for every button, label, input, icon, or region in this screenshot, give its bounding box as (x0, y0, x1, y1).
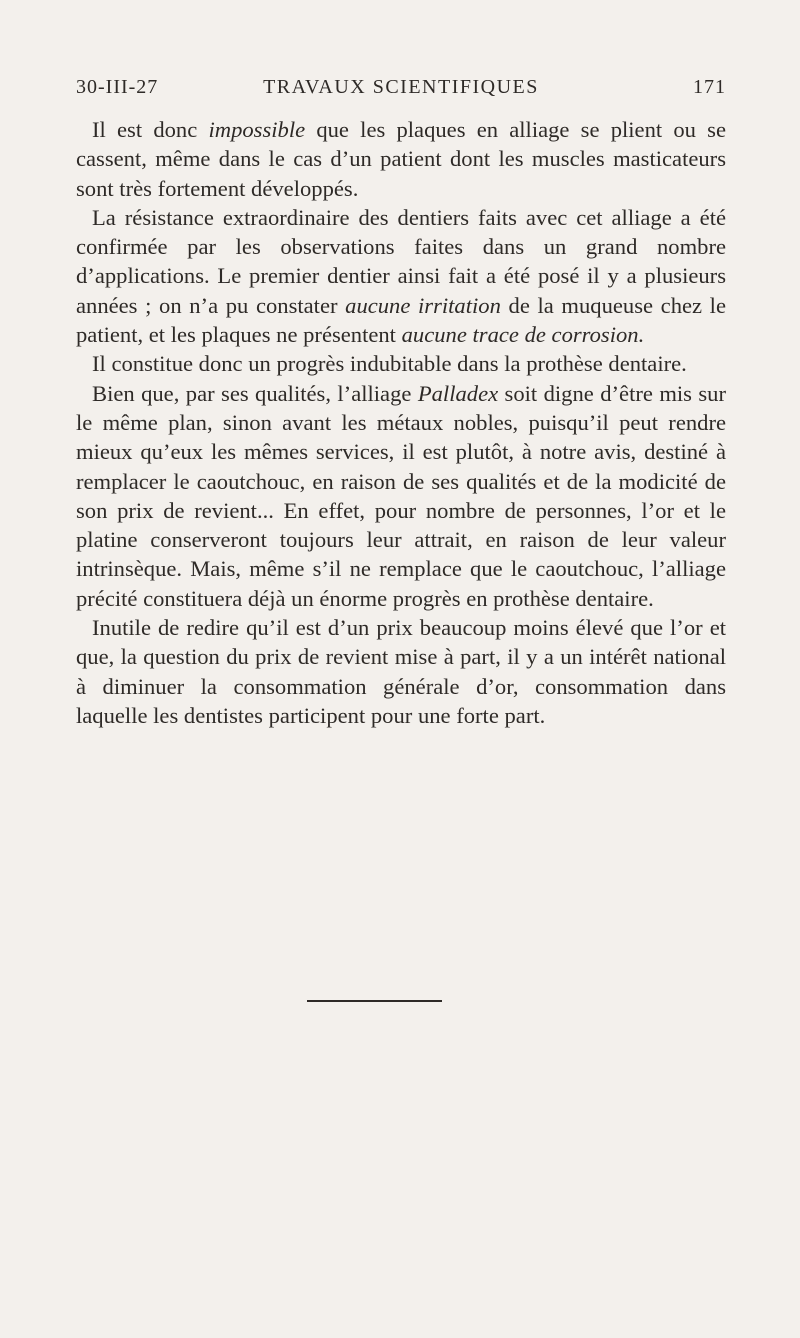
p2-emphasis-2: aucune trace de corrosion. (401, 322, 645, 348)
running-header (76, 76, 726, 106)
paragraph-3 (76, 349, 726, 378)
paragraph-2 (76, 203, 726, 349)
body-text (76, 115, 726, 730)
p4-text-a: Bien que, par ses qualités, l’alliage (92, 380, 418, 406)
paragraph-5 (76, 613, 726, 730)
p2-text-c: de la muqueuse chez le patient, et les plaques ne présentent (76, 292, 726, 348)
p4-emphasis: Palladex (417, 380, 499, 406)
p4-text-c: soit digne d’être mis sur le même plan, sinon avant les métaux nobles, puisqu’il peut rendre mieux qu’eux les mêmes services, il est plutôt, à notre avis, destiné à remplacer le caoutchouc, en raison de ses qualités et de la modicité de son prix de revient... En effet, pour nombre de personnes, l’or et le platine conserveront toujours leur attrait, en raison de leur valeur intrinsèque. Mais, même s’il ne remplace que le caoutchouc, l’alliage précité constituera déjà un énorme progrès en prothèse dentaire. (76, 380, 726, 611)
p5-text: Inutile de redire qu’il est d’un prix beaucoup moins élevé que l’or et que, la question du prix de revient mise à part, il y a un intérêt national à diminuer la consommation générale d’or, consommation dans laquelle les dentistes participent pour une forte part. (76, 615, 726, 728)
section-divider (307, 1000, 442, 1002)
p2-text-a: La résistance extraordinaire des dentiers faits avec cet alliage a été confirmée par les observations faites dans un grand nombre d’applications. Le premier dentier ainsi fait a été posé il y a plusieurs années ; on n’a pu constater (76, 204, 726, 318)
p2-emphasis-1: aucune irritation (345, 292, 501, 318)
paragraph-1 (76, 115, 726, 203)
p1-text-a: Il est donc (92, 117, 209, 142)
p1-emphasis: impossible (208, 117, 306, 142)
paragraph-4 (76, 379, 726, 613)
p3-text: Il constitue donc un progrès indubitable dans la prothèse dentaire. (92, 351, 687, 377)
header-title: TRAVAUX SCIENTIFIQUES (263, 76, 539, 98)
page-number: 171 (693, 76, 726, 98)
header-date: 30-III-27 (76, 76, 159, 98)
p1-text-c: que les plaques en alliage se plient ou se cassent, même dans le cas d’un patient dont les muscles masticateurs sont très fortement développés. (76, 117, 726, 201)
